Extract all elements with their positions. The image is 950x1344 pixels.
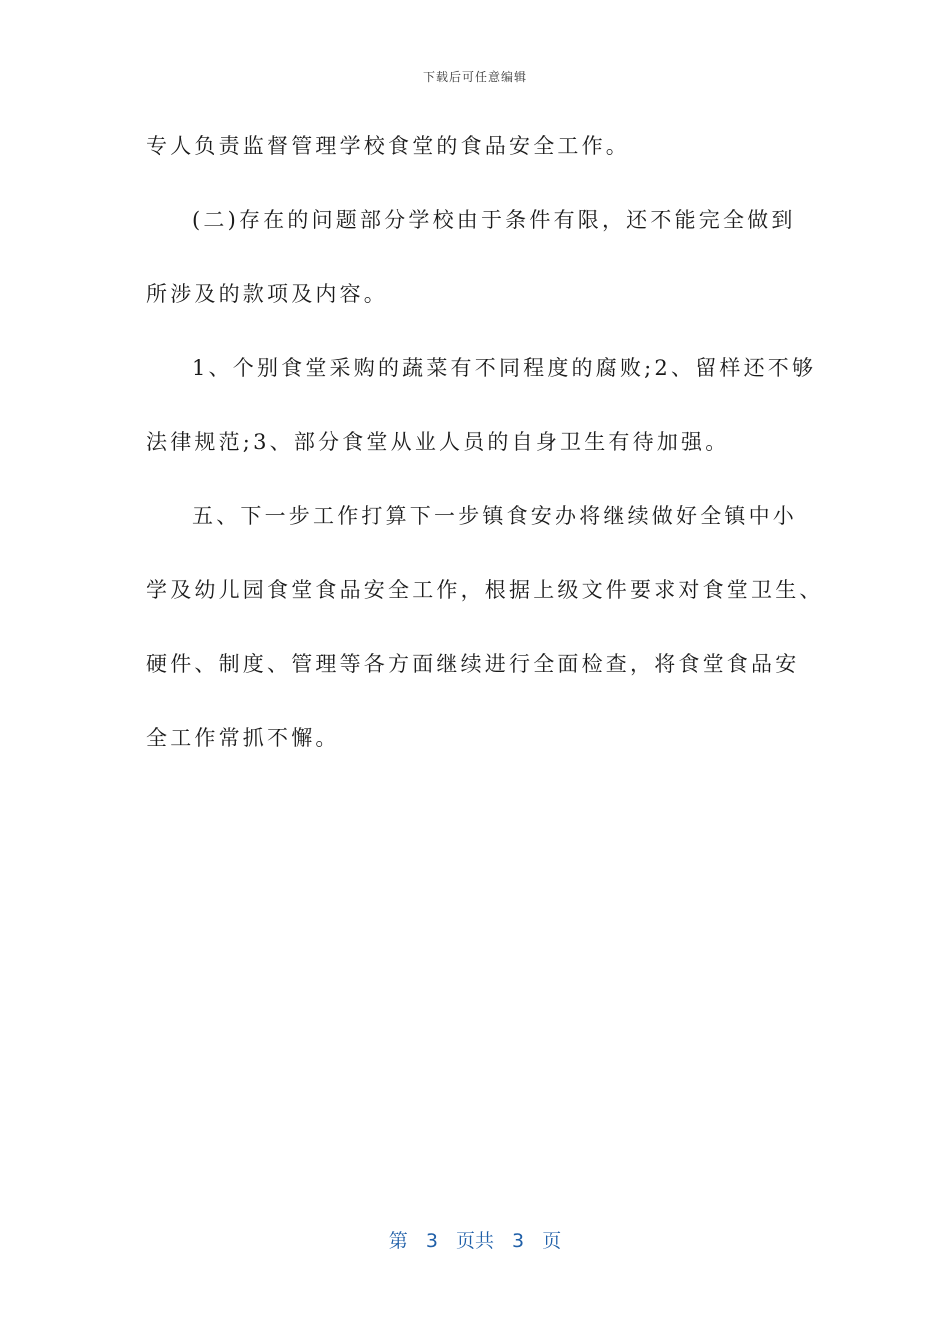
- paragraph-line: 全工作常抓不懈。: [146, 726, 340, 750]
- paragraph-line: 法律规范;3、部分食堂从业人员的自身卫生有待加强。: [146, 430, 730, 454]
- page-footer: [0, 1226, 950, 1253]
- current-page-number: 3: [425, 1230, 438, 1252]
- paragraph-line: 专人负责监督管理学校食堂的食品安全工作。: [146, 134, 630, 158]
- page-label-suffix: 页: [542, 1230, 562, 1252]
- paragraph-line: 1、个别食堂采购的蔬菜有不同程度的腐败;2、留样还不够: [192, 356, 817, 380]
- paragraph-line: (二)存在的问题部分学校由于条件有限，还不能完全做到: [192, 208, 796, 232]
- paragraph-line: 学及幼儿园食堂食品安全工作，根据上级文件要求对食堂卫生、: [146, 578, 824, 602]
- paragraph-line: 五、下一步工作打算下一步镇食安办将继续做好全镇中小: [192, 504, 797, 528]
- total-pages-number: 3: [512, 1230, 525, 1252]
- header-note: 下载后可任意编辑: [422, 70, 527, 84]
- document-body: [146, 124, 824, 790]
- paragraph-line: 硬件、制度、管理等各方面继续进行全面检查，将食堂食品安: [146, 652, 800, 676]
- paragraph-line: 所涉及的款项及内容。: [146, 282, 388, 306]
- page-label-mid: 页共: [455, 1230, 494, 1252]
- page-label-prefix: 第: [388, 1230, 408, 1252]
